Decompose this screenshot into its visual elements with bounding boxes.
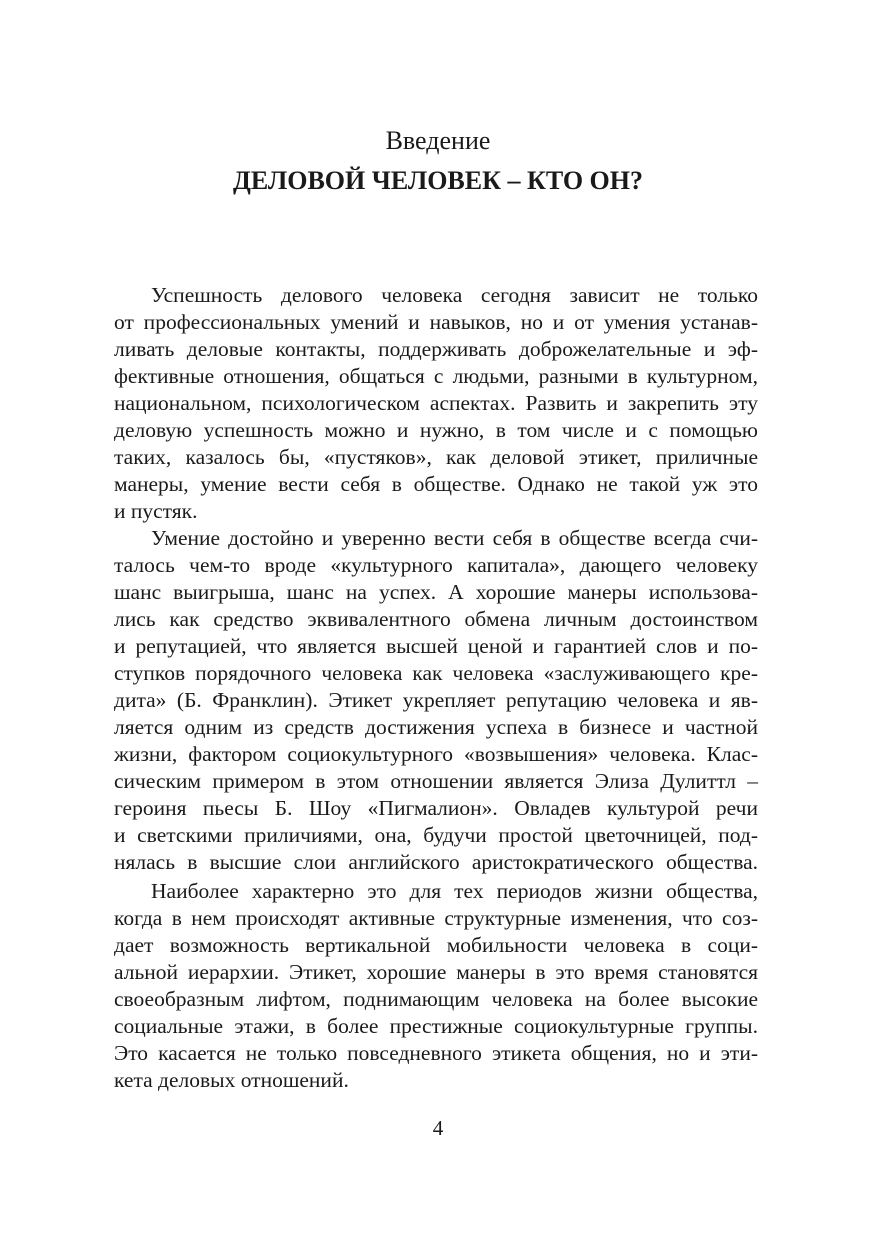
text-line: жизни, фактором социокультурного «возвышения» человека. Клас- [114,742,758,766]
text-line: героиня пьесы Б. Шоу «Пигмалион». Овладев культурой речи [114,796,758,820]
text-line: нялась в высшие слои английского аристократического общества. [114,850,758,874]
text-line: деловую успешность можно и нужно, в том числе и с помощью [114,418,758,442]
text-line: кета деловых отношений. [114,1068,349,1092]
text-line: и репутацией, что является высшей ценой и гарантией слов и по- [114,634,758,658]
text-line: и пустяк. [114,499,198,523]
text-line: дита» (Б. Франклин). Этикет укрепляет репутацию человека и яв- [114,688,758,712]
text-line: когда в нем происходят активные структурные изменения, что соз- [114,906,758,930]
text-line: сическим примером в этом отношении является Элиза Дулиттл – [114,769,758,793]
text-line: манеры, умение вести себя в обществе. Однако не такой уж это [114,472,758,496]
chapter-label: Введение [385,126,491,155]
text-line: ляется одним из средств достижения успеха в бизнесе и частной [114,715,758,739]
text-line: ливать деловые контакты, поддерживать доброжелательные и эф- [114,337,758,361]
chapter-title: ДЕЛОВОЙ ЧЕЛОВЕК – КТО ОН? [232,166,643,195]
text-line: социальные этажи, в более престижные социокультурные группы. [114,1014,758,1038]
text-line: талось чем-то вроде «культурного капитала», дающего человеку [114,553,758,577]
text-line: ступков порядочного человека как человека «заслуживающего кре- [114,661,758,685]
text-line: национальном, психологическом аспектах. Развить и закрепить эту [114,391,758,415]
text-line: своеобразным лифтом, поднимающим человека на более высокие [114,987,758,1011]
text-line: таких, казалось бы, «пустяков», как деловой этикет, приличные [114,445,758,469]
text-line: Умение достойно и уверенно вести себя в обществе всегда счи- [151,526,758,550]
text-line: шанс выигрыша, шанс на успех. А хорошие манеры использова- [114,580,758,604]
text-line: Это касается не только повседневного этикета общения, но и эти- [114,1041,758,1065]
text-line: альной иерархии. Этикет, хорошие манеры в это время становятся [114,960,758,984]
text-line: лись как средство эквивалентного обмена личным достоинством [114,607,758,631]
text-line: дает возможность вертикальной мобильности человека в соци- [114,933,758,957]
text-line: Успешность делового человека сегодня зависит не только [151,283,758,307]
text-line: Наиболее характерно это для тех периодов жизни общества, [151,879,758,903]
text-line: от профессиональных умений и навыков, но и от умения устанав- [114,310,758,334]
text-line: и светскими приличиями, она, будучи простой цветочницей, под- [114,823,758,847]
page-number: 4 [432,1116,444,1140]
text-line: фективные отношения, общаться с людьми, разными в культурном, [114,364,758,388]
